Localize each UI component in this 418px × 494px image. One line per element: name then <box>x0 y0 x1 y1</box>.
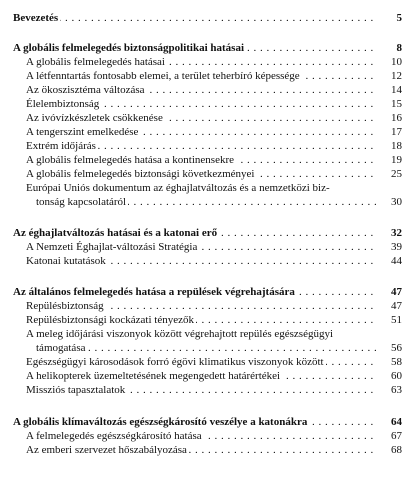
toc-entry-page: 18 <box>378 140 402 153</box>
toc-entry-title: Európai Uniós dokumentum az éghajlatváltozás és a nemzetközi biz- <box>26 182 330 194</box>
toc-entry-title: Az éghajlatváltozás hatásai és a katonai erő <box>13 227 218 239</box>
toc-entry-title: Egészségügyi károsodások forró égövi klimatikus viszonyok között <box>26 356 324 368</box>
toc-entry-page: 63 <box>378 384 402 397</box>
toc-entry-page: 15 <box>378 98 402 111</box>
toc-entry-page: 10 <box>378 56 402 69</box>
toc-entry-title: Katonai kutatások <box>26 255 106 267</box>
toc-entry-title: A globális felmelegedés hatása a kontinensekre <box>26 154 235 166</box>
toc-entry-title: A tengerszint emelkedése <box>26 126 139 138</box>
toc-entry-page: 25 <box>378 168 402 181</box>
toc-entry-title: A globális klímaváltozás egészségkárosító veszélye a katonákra <box>13 416 308 428</box>
toc-entry-title-continued: tonság kapcsolatáról <box>36 196 127 208</box>
toc-entry-page: 47 <box>378 300 402 313</box>
toc-entry-title: A Nemzeti Éghajlat-változási Stratégia <box>26 241 198 253</box>
toc-entry-page: 68 <box>378 444 402 457</box>
toc-entry-title: Az emberi szervezet hőszabályozása <box>26 444 187 456</box>
toc-entry-title: Az ivóvízkészletek csökkenése <box>26 112 163 124</box>
toc-entry-page: 32 <box>378 227 402 240</box>
toc-entry-page: 64 <box>378 416 402 429</box>
toc-entry-title: A felmelegedés egészségkárosító hatása <box>26 430 202 442</box>
toc-entry-title: A meleg időjárási viszonyok között végrehajtott repülés egészségügyi <box>26 328 334 340</box>
toc-entry-page: 39 <box>378 241 402 254</box>
toc-entry-title-continued: támogatása <box>36 342 86 354</box>
toc-entry-page: 51 <box>378 314 402 327</box>
toc-entry-page: 5 <box>378 12 402 25</box>
toc-entry-page: 17 <box>378 126 402 139</box>
toc-entry-page: 8 <box>378 42 402 55</box>
toc-entry-title: A helikopterek üzemeltetésének megengedett határértékei <box>26 370 281 382</box>
toc-entry-page: 56 <box>378 342 402 355</box>
toc-entry-page: 14 <box>378 84 402 97</box>
toc-entry-page: 58 <box>378 356 402 369</box>
toc-entry-page: 30 <box>378 196 402 209</box>
toc-entry-title: Repülésbiztonság <box>26 300 104 312</box>
toc-entry-title: Az ökoszisztéma változása <box>26 84 145 96</box>
toc-entry-page: 12 <box>378 70 402 83</box>
toc-entry-title: A globális felmelegedés biztonságpolitikai hatásai <box>13 42 245 54</box>
toc-entry-title: Missziós tapasztalatok <box>26 384 126 396</box>
toc-entry-title: Az általános felmelegedés hatása a repülések végrehajtására <box>13 286 295 298</box>
toc-entry-page: 67 <box>378 430 402 443</box>
toc-entry-page: 16 <box>378 112 402 125</box>
toc-entry-page: 44 <box>378 255 402 268</box>
toc-entry-page: 47 <box>378 286 402 299</box>
toc-entry <box>0 328 418 358</box>
toc-entry-page: 60 <box>378 370 402 383</box>
toc-entry-page: 19 <box>378 154 402 167</box>
toc-entry <box>0 182 418 212</box>
toc-entry-title: A létfenntartás fontosabb elemei, a terület teherbíró képessége <box>26 70 300 82</box>
toc-entry-title: Repülésbiztonsági kockázati tényezők <box>26 314 194 326</box>
toc-entry-title: Extrém időjárás <box>26 140 96 152</box>
toc-entry-title: Bevezetés <box>13 12 59 24</box>
toc-entry-title: A globális felmelegedés biztonsági következményei <box>26 168 255 180</box>
toc-entry-title: Élelembiztonság <box>26 98 100 110</box>
toc-entry-title: A globális felmelegedés hatásai <box>26 56 165 68</box>
